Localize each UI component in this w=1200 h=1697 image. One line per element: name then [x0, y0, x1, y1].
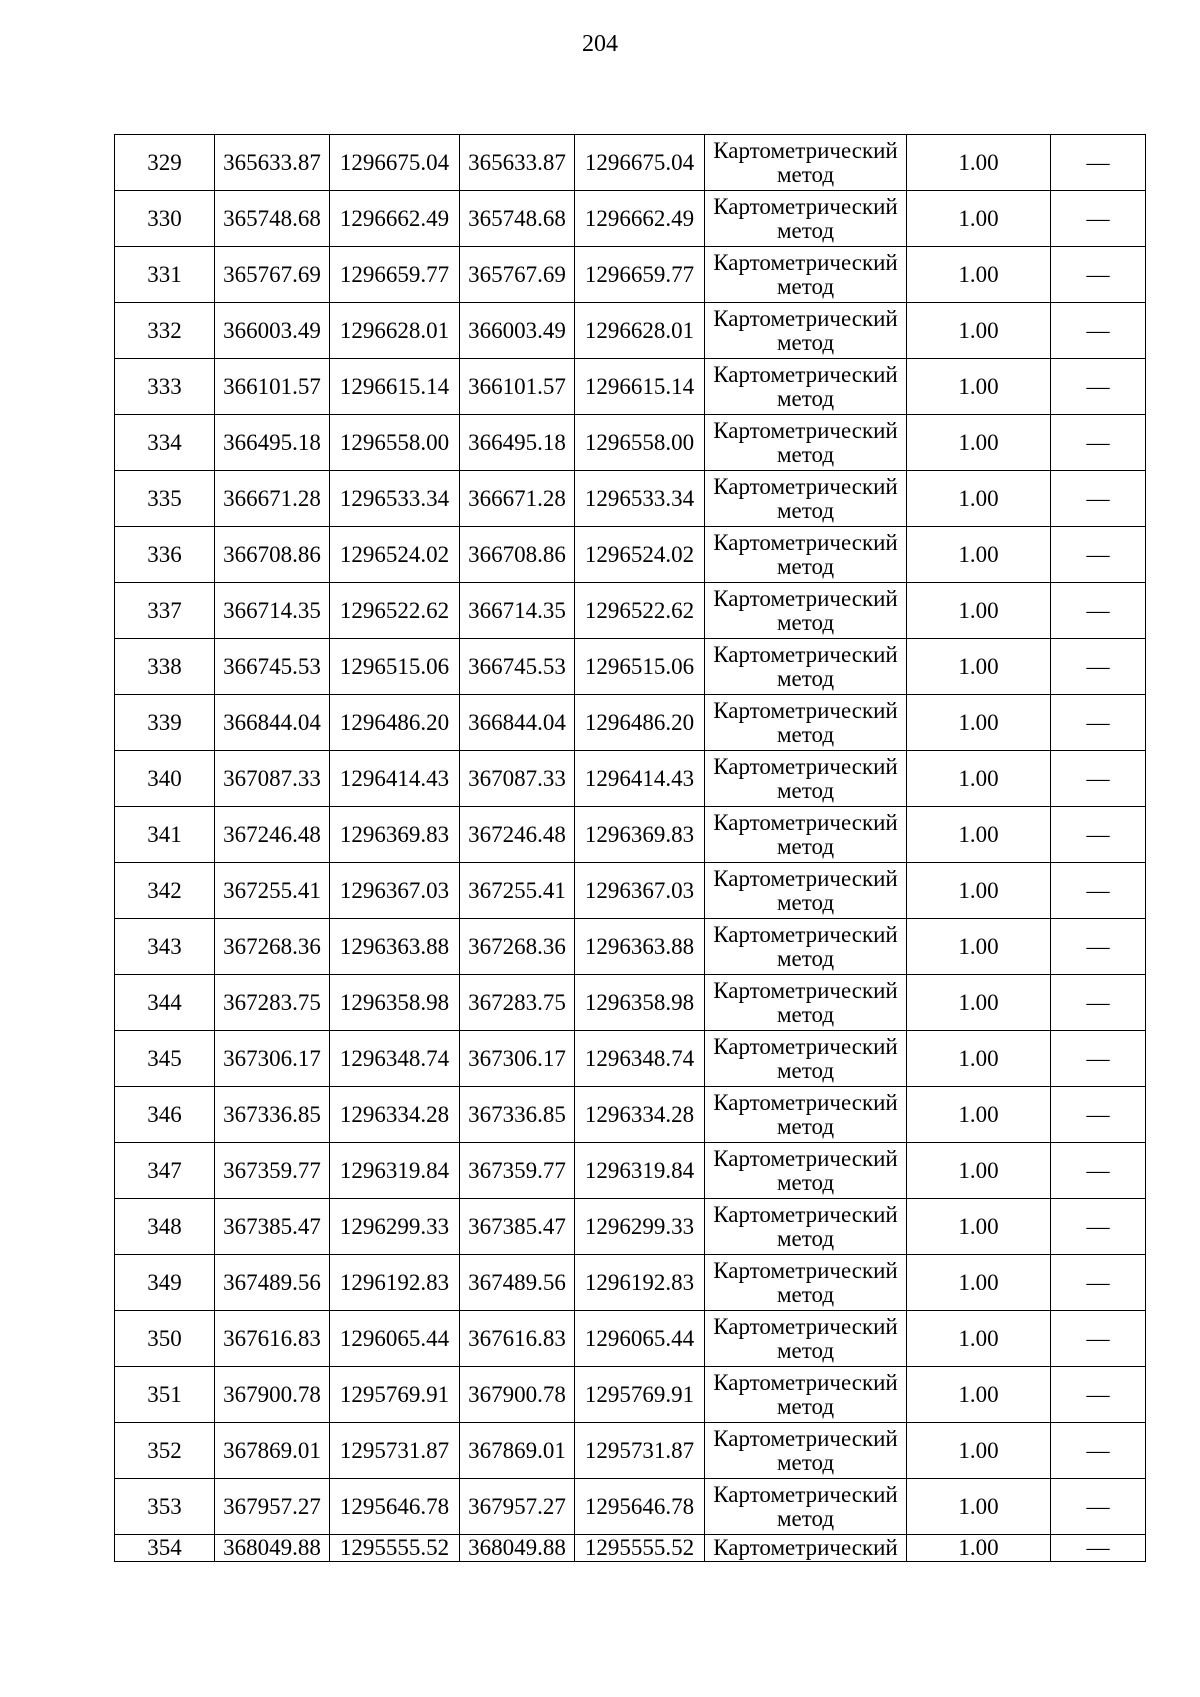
y-new-cell: 1296615.14 [575, 359, 705, 415]
table-row [115, 1199, 1146, 1255]
method-cell [705, 751, 907, 807]
table-row [115, 1031, 1146, 1087]
note-cell: — [1051, 639, 1146, 695]
table-row [115, 1367, 1146, 1423]
x-old-cell: 366101.57 [215, 359, 330, 415]
method-cell [705, 583, 907, 639]
note-cell: — [1051, 807, 1146, 863]
method-cell [705, 1031, 907, 1087]
method-line-2: метод [776, 1169, 835, 1195]
y-old-cell: 1296675.04 [330, 135, 460, 191]
y-old-cell: 1296319.84 [330, 1143, 460, 1199]
y-old-cell: 1295555.52 [330, 1535, 460, 1562]
table-row [115, 751, 1146, 807]
point-number-cell: 336 [115, 527, 215, 583]
method-line-1: Картометрический [713, 809, 898, 835]
accuracy-cell: 1.00 [907, 1311, 1051, 1367]
y-new-cell: 1296524.02 [575, 527, 705, 583]
method-line-1: Картометрический [713, 529, 898, 555]
x-old-cell: 366003.49 [215, 303, 330, 359]
x-new-cell: 367957.27 [460, 1479, 575, 1535]
y-old-cell: 1296558.00 [330, 415, 460, 471]
x-new-cell: 366844.04 [460, 695, 575, 751]
accuracy-cell: 1.00 [907, 751, 1051, 807]
x-new-cell: 365748.68 [460, 191, 575, 247]
method-cell [705, 191, 907, 247]
x-new-cell: 367087.33 [460, 751, 575, 807]
method-cell [705, 1311, 907, 1367]
note-cell: — [1051, 247, 1146, 303]
y-old-cell: 1296367.03 [330, 863, 460, 919]
accuracy-cell: 1.00 [907, 639, 1051, 695]
y-old-cell: 1296662.49 [330, 191, 460, 247]
y-old-cell: 1296486.20 [330, 695, 460, 751]
y-new-cell: 1296065.44 [575, 1311, 705, 1367]
method-cell [705, 1087, 907, 1143]
method-line-1: Картометрический [713, 1313, 898, 1339]
y-old-cell: 1296192.83 [330, 1255, 460, 1311]
accuracy-cell: 1.00 [907, 583, 1051, 639]
note-cell: — [1051, 863, 1146, 919]
point-number-cell: 331 [115, 247, 215, 303]
method-line-2: метод [776, 609, 835, 635]
table-row [115, 527, 1146, 583]
y-old-cell: 1296659.77 [330, 247, 460, 303]
x-new-cell: 367385.47 [460, 1199, 575, 1255]
x-old-cell: 365633.87 [215, 135, 330, 191]
method-line-2: метод [776, 1505, 835, 1531]
table-row [115, 919, 1146, 975]
point-number-cell: 332 [115, 303, 215, 359]
method-line-1: Картометрический [713, 1425, 898, 1451]
y-new-cell: 1296367.03 [575, 863, 705, 919]
method-cell [705, 247, 907, 303]
point-number-cell: 334 [115, 415, 215, 471]
point-number-cell: 335 [115, 471, 215, 527]
note-cell: — [1051, 1087, 1146, 1143]
x-old-cell: 368049.88 [215, 1535, 330, 1562]
accuracy-cell: 1.00 [907, 1423, 1051, 1479]
y-old-cell: 1296348.74 [330, 1031, 460, 1087]
note-cell: — [1051, 919, 1146, 975]
accuracy-cell: 1.00 [907, 919, 1051, 975]
x-old-cell: 365748.68 [215, 191, 330, 247]
coordinates-table [114, 134, 1146, 1562]
method-line-2: метод [776, 1449, 835, 1475]
method-line-1: Картометрический [713, 137, 898, 163]
method-line-1: Картометрический [713, 361, 898, 387]
point-number-cell: 342 [115, 863, 215, 919]
accuracy-cell: 1.00 [907, 1143, 1051, 1199]
accuracy-cell: 1.00 [907, 527, 1051, 583]
method-cell [705, 1479, 907, 1535]
accuracy-cell: 1.00 [907, 303, 1051, 359]
y-new-cell: 1296414.43 [575, 751, 705, 807]
table-body [115, 135, 1146, 1562]
table-row [115, 303, 1146, 359]
method-line-1: Картометрический [713, 641, 898, 667]
method-line-2: метод [776, 889, 835, 915]
x-new-cell: 368049.88 [460, 1535, 575, 1562]
method-line-1: Картометрический [713, 193, 898, 219]
point-number-cell: 329 [115, 135, 215, 191]
note-cell: — [1051, 471, 1146, 527]
method-line-2: метод [776, 1113, 835, 1139]
x-old-cell: 367306.17 [215, 1031, 330, 1087]
point-number-cell: 340 [115, 751, 215, 807]
x-old-cell: 367246.48 [215, 807, 330, 863]
table-row [115, 695, 1146, 751]
method-line-1: Картометрический [713, 865, 898, 891]
method-cell [705, 1423, 907, 1479]
method-cell [705, 415, 907, 471]
method-line-2: метод [776, 217, 835, 243]
accuracy-cell: 1.00 [907, 1479, 1051, 1535]
method-line-2: метод [776, 385, 835, 411]
y-old-cell: 1296334.28 [330, 1087, 460, 1143]
method-line-1: Картометрический [713, 753, 898, 779]
method-line-1: Картометрический [713, 921, 898, 947]
y-old-cell: 1296522.62 [330, 583, 460, 639]
note-cell: — [1051, 191, 1146, 247]
method-line-2: метод [776, 1393, 835, 1419]
point-number-cell: 338 [115, 639, 215, 695]
point-number-cell: 339 [115, 695, 215, 751]
x-old-cell: 367489.56 [215, 1255, 330, 1311]
point-number-cell: 352 [115, 1423, 215, 1479]
x-new-cell: 366714.35 [460, 583, 575, 639]
x-new-cell: 366745.53 [460, 639, 575, 695]
x-old-cell: 366671.28 [215, 471, 330, 527]
table-row [115, 863, 1146, 919]
method-cell [705, 527, 907, 583]
table-row [115, 471, 1146, 527]
y-new-cell: 1295646.78 [575, 1479, 705, 1535]
accuracy-cell: 1.00 [907, 807, 1051, 863]
method-cell [705, 1143, 907, 1199]
y-new-cell: 1296334.28 [575, 1087, 705, 1143]
y-old-cell: 1296369.83 [330, 807, 460, 863]
method-line-2: метод [776, 1057, 835, 1083]
point-number-cell: 346 [115, 1087, 215, 1143]
y-new-cell: 1296522.62 [575, 583, 705, 639]
y-old-cell: 1296615.14 [330, 359, 460, 415]
x-new-cell: 366495.18 [460, 415, 575, 471]
accuracy-cell: 1.00 [907, 1367, 1051, 1423]
y-old-cell: 1296363.88 [330, 919, 460, 975]
x-new-cell: 367268.36 [460, 919, 575, 975]
method-line-2: метод [776, 329, 835, 355]
x-old-cell: 366708.86 [215, 527, 330, 583]
note-cell: — [1051, 695, 1146, 751]
note-cell: — [1051, 527, 1146, 583]
x-old-cell: 367268.36 [215, 919, 330, 975]
x-old-cell: 367900.78 [215, 1367, 330, 1423]
method-line-2: метод [776, 833, 835, 859]
method-line-2: метод [776, 273, 835, 299]
point-number-cell: 337 [115, 583, 215, 639]
table-row [115, 807, 1146, 863]
table-row-last [115, 1535, 1146, 1562]
accuracy-cell: 1.00 [907, 1087, 1051, 1143]
method-cell: Картометрический [705, 1535, 907, 1562]
point-number-cell: 349 [115, 1255, 215, 1311]
table-row [115, 639, 1146, 695]
table-row [115, 135, 1146, 191]
y-new-cell: 1296369.83 [575, 807, 705, 863]
note-cell: — [1051, 583, 1146, 639]
y-new-cell: 1295555.52 [575, 1535, 705, 1562]
method-line-2: метод [776, 1001, 835, 1027]
x-old-cell: 365767.69 [215, 247, 330, 303]
method-cell [705, 303, 907, 359]
note-cell: — [1051, 1479, 1146, 1535]
note-cell: — [1051, 1311, 1146, 1367]
table-row [115, 1423, 1146, 1479]
x-new-cell: 367616.83 [460, 1311, 575, 1367]
x-new-cell: 365633.87 [460, 135, 575, 191]
y-old-cell: 1295731.87 [330, 1423, 460, 1479]
table-row [115, 583, 1146, 639]
table-row [115, 1479, 1146, 1535]
x-new-cell: 367336.85 [460, 1087, 575, 1143]
x-new-cell: 366003.49 [460, 303, 575, 359]
method-line-2: метод [776, 945, 835, 971]
note-cell: — [1051, 1423, 1146, 1479]
accuracy-cell: 1.00 [907, 135, 1051, 191]
y-new-cell: 1296192.83 [575, 1255, 705, 1311]
note-cell: — [1051, 1255, 1146, 1311]
x-new-cell: 367306.17 [460, 1031, 575, 1087]
note-cell: — [1051, 751, 1146, 807]
method-cell [705, 919, 907, 975]
accuracy-cell: 1.00 [907, 359, 1051, 415]
x-new-cell: 367283.75 [460, 975, 575, 1031]
point-number-cell: 343 [115, 919, 215, 975]
method-cell [705, 639, 907, 695]
y-old-cell: 1296065.44 [330, 1311, 460, 1367]
y-old-cell: 1296414.43 [330, 751, 460, 807]
method-line-1: Картометрический [713, 417, 898, 443]
table-row [115, 975, 1146, 1031]
y-new-cell: 1296628.01 [575, 303, 705, 359]
method-line-1: Картометрический [713, 305, 898, 331]
table-row [115, 1311, 1146, 1367]
accuracy-cell: 1.00 [907, 695, 1051, 751]
y-new-cell: 1296533.34 [575, 471, 705, 527]
x-old-cell: 367359.77 [215, 1143, 330, 1199]
table-row [115, 247, 1146, 303]
method-cell [705, 359, 907, 415]
method-line-2: метод [776, 665, 835, 691]
point-number-cell: 354 [115, 1535, 215, 1562]
table-row [115, 1255, 1146, 1311]
method-line-2: метод [776, 777, 835, 803]
method-line-1: Картометрический [713, 977, 898, 1003]
table-row [115, 1087, 1146, 1143]
x-new-cell: 366708.86 [460, 527, 575, 583]
y-old-cell: 1296524.02 [330, 527, 460, 583]
x-old-cell: 367255.41 [215, 863, 330, 919]
accuracy-cell: 1.00 [907, 415, 1051, 471]
point-number-cell: 348 [115, 1199, 215, 1255]
method-line-1: Картометрический [713, 1481, 898, 1507]
x-new-cell: 367359.77 [460, 1143, 575, 1199]
accuracy-cell: 1.00 [907, 863, 1051, 919]
y-old-cell: 1296515.06 [330, 639, 460, 695]
note-cell: — [1051, 1199, 1146, 1255]
note-cell: — [1051, 1367, 1146, 1423]
note-cell: — [1051, 415, 1146, 471]
x-new-cell: 366671.28 [460, 471, 575, 527]
x-old-cell: 366714.35 [215, 583, 330, 639]
method-line-1: Картометрический [713, 1257, 898, 1283]
method-cell [705, 975, 907, 1031]
method-line-2: метод [776, 161, 835, 187]
method-line-1: Картометрический [713, 473, 898, 499]
method-line-2: метод [776, 553, 835, 579]
y-new-cell: 1296486.20 [575, 695, 705, 751]
accuracy-cell: 1.00 [907, 247, 1051, 303]
x-old-cell: 367616.83 [215, 1311, 330, 1367]
method-line-1: Картометрический [713, 1089, 898, 1115]
x-new-cell: 367489.56 [460, 1255, 575, 1311]
accuracy-cell: 1.00 [907, 1255, 1051, 1311]
y-old-cell: 1296299.33 [330, 1199, 460, 1255]
note-cell: — [1051, 303, 1146, 359]
x-old-cell: 366844.04 [215, 695, 330, 751]
accuracy-cell: 1.00 [907, 975, 1051, 1031]
y-new-cell: 1296299.33 [575, 1199, 705, 1255]
y-old-cell: 1296628.01 [330, 303, 460, 359]
method-line-1: Картометрический [713, 249, 898, 275]
y-new-cell: 1295769.91 [575, 1367, 705, 1423]
table-row [115, 1143, 1146, 1199]
point-number-cell: 344 [115, 975, 215, 1031]
method-line-2: метод [776, 497, 835, 523]
method-cell [705, 1199, 907, 1255]
method-line-1: Картометрический [713, 697, 898, 723]
method-cell [705, 863, 907, 919]
y-new-cell: 1296558.00 [575, 415, 705, 471]
x-new-cell: 366101.57 [460, 359, 575, 415]
method-cell [705, 1255, 907, 1311]
y-old-cell: 1295646.78 [330, 1479, 460, 1535]
method-line-2: метод [776, 721, 835, 747]
accuracy-cell: 1.00 [907, 1535, 1051, 1562]
method-line-2: метод [776, 441, 835, 467]
x-old-cell: 366495.18 [215, 415, 330, 471]
method-cell [705, 471, 907, 527]
accuracy-cell: 1.00 [907, 191, 1051, 247]
method-cell [705, 807, 907, 863]
x-new-cell: 367900.78 [460, 1367, 575, 1423]
table-row [115, 359, 1146, 415]
method-line-2: метод [776, 1337, 835, 1363]
method-line-1: Картометрический [713, 1145, 898, 1171]
x-old-cell: 367283.75 [215, 975, 330, 1031]
method-line-2: метод [776, 1225, 835, 1251]
x-new-cell: 365767.69 [460, 247, 575, 303]
x-old-cell: 367336.85 [215, 1087, 330, 1143]
y-new-cell: 1296675.04 [575, 135, 705, 191]
point-number-cell: 347 [115, 1143, 215, 1199]
method-line-1: Картометрический [713, 1369, 898, 1395]
table-row [115, 415, 1146, 471]
y-new-cell: 1296659.77 [575, 247, 705, 303]
x-old-cell: 367957.27 [215, 1479, 330, 1535]
accuracy-cell: 1.00 [907, 471, 1051, 527]
accuracy-cell: 1.00 [907, 1199, 1051, 1255]
x-new-cell: 367246.48 [460, 807, 575, 863]
note-cell: — [1051, 1143, 1146, 1199]
point-number-cell: 330 [115, 191, 215, 247]
y-new-cell: 1295731.87 [575, 1423, 705, 1479]
x-old-cell: 366745.53 [215, 639, 330, 695]
accuracy-cell: 1.00 [907, 1031, 1051, 1087]
note-cell: — [1051, 1031, 1146, 1087]
y-new-cell: 1296358.98 [575, 975, 705, 1031]
page-number: 204 [582, 31, 618, 57]
x-old-cell: 367385.47 [215, 1199, 330, 1255]
method-line-1: Картометрический [713, 585, 898, 611]
y-new-cell: 1296363.88 [575, 919, 705, 975]
y-new-cell: 1296515.06 [575, 639, 705, 695]
x-old-cell: 367869.01 [215, 1423, 330, 1479]
table-row [115, 191, 1146, 247]
note-cell: — [1051, 359, 1146, 415]
note-cell: — [1051, 1535, 1146, 1562]
method-line-1: Картометрический [713, 1033, 898, 1059]
y-new-cell: 1296662.49 [575, 191, 705, 247]
method-line-1: Картометрический [713, 1201, 898, 1227]
y-old-cell: 1296358.98 [330, 975, 460, 1031]
point-number-cell: 345 [115, 1031, 215, 1087]
point-number-cell: 353 [115, 1479, 215, 1535]
method-line-2: метод [776, 1281, 835, 1307]
y-old-cell: 1295769.91 [330, 1367, 460, 1423]
y-new-cell: 1296348.74 [575, 1031, 705, 1087]
x-new-cell: 367869.01 [460, 1423, 575, 1479]
note-cell: — [1051, 975, 1146, 1031]
x-old-cell: 367087.33 [215, 751, 330, 807]
point-number-cell: 333 [115, 359, 215, 415]
method-cell [705, 135, 907, 191]
method-cell [705, 695, 907, 751]
y-new-cell: 1296319.84 [575, 1143, 705, 1199]
y-old-cell: 1296533.34 [330, 471, 460, 527]
method-cell [705, 1367, 907, 1423]
point-number-cell: 341 [115, 807, 215, 863]
point-number-cell: 350 [115, 1311, 215, 1367]
point-number-cell: 351 [115, 1367, 215, 1423]
x-new-cell: 367255.41 [460, 863, 575, 919]
note-cell: — [1051, 135, 1146, 191]
